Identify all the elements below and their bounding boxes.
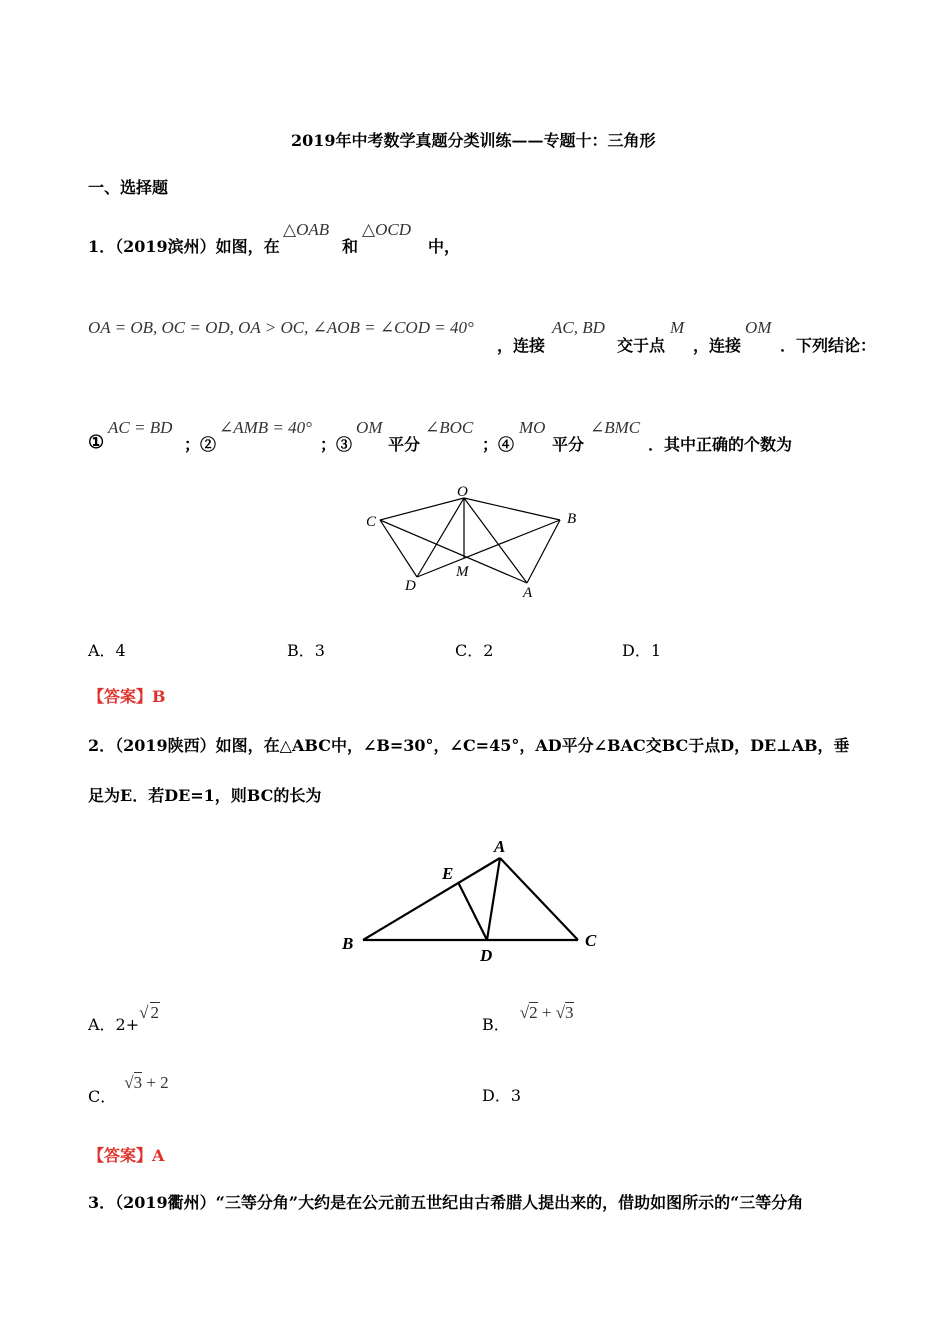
q2-option-c — [88, 1070, 169, 1106]
q2-answer — [88, 1143, 164, 1166]
q1-answer — [88, 684, 166, 707]
q1-triangle-oab: △OAB — [283, 220, 330, 239]
q1-triangle-ocd: △OCD — [362, 220, 411, 239]
q1-sep2: ；③ — [320, 435, 353, 454]
q2-label-c: C — [585, 931, 597, 950]
q2-option-b-expr: √2 + √3 — [519, 1003, 574, 1022]
q2-option-a-sqrt: √ 2 — [139, 1003, 159, 1022]
q1-connect: ，连接 — [497, 336, 546, 355]
q1-label-b: B — [567, 511, 577, 527]
q1-line1-prefix: 1．（2019滨州）如图，在 — [88, 237, 280, 256]
q1-option-c: C．2 — [455, 641, 494, 660]
q2-option-b-radicand1: 2 — [529, 1003, 538, 1022]
q1-label-o: O — [457, 484, 468, 500]
q1-figure — [360, 480, 590, 605]
q1-label-a: A — [523, 585, 533, 601]
q2-label-a: A — [494, 837, 506, 856]
q2-option-c-tail: + 2 — [142, 1073, 169, 1092]
q2-figure — [335, 830, 610, 970]
q1-c3-boc: ∠BOC — [425, 418, 474, 437]
page-title: 2019年中考数学真题分类训练——专题十：三角形 — [291, 131, 656, 150]
q2-option-a-radicand: 2 — [150, 1003, 159, 1022]
q1-c4-mo: MO — [519, 418, 546, 437]
q1-conclusions: ．下列结论： — [780, 336, 877, 355]
q1-and: 和 — [342, 237, 359, 256]
q2-option-b-prefix: B． — [482, 1015, 510, 1034]
q1-tail: ．其中正确的个数为 — [648, 435, 793, 454]
q1-option-b: B．3 — [287, 641, 325, 660]
q1-label-d: D — [405, 578, 416, 594]
q2-line1: 2．（2019陕西）如图，在△ABC中，∠B=30°，∠C=45°，AD平分∠BAC交BC于点D，DE⊥AB，垂 — [88, 736, 850, 755]
q1-om: OM — [745, 318, 772, 337]
q2-line2: 足为E．若DE=1，则BC的长为 — [88, 786, 322, 805]
q1-conditions: OA = OB, OC = OD, OA > OC, ∠AOB = ∠COD = 40° — [88, 318, 474, 337]
q1-option-a: A．4 — [88, 641, 126, 660]
q2-option-c-radicand: 3 — [133, 1073, 143, 1092]
q1-c1-mark: ① — [88, 432, 105, 453]
q2-option-b-radicand2: 3 — [565, 1003, 574, 1022]
q1-sep1: ；② — [184, 435, 217, 454]
q2-option-b — [482, 1000, 574, 1034]
q1-conclusion-2: ∠AMB = 40° — [219, 418, 312, 437]
q1-ac-bd: AC, BD — [552, 318, 605, 337]
q1-answer-tag: 【答案】 — [88, 687, 153, 706]
q2-option-a-prefix: A．2+ — [88, 1015, 140, 1034]
q1-label-c: C — [366, 514, 377, 530]
q2-option-b-plus: + — [537, 1003, 556, 1022]
q1-point-m: M — [670, 318, 685, 337]
q2-option-c-expr: √3 + 2 — [124, 1073, 169, 1092]
q1-bisect2: 平分 — [552, 435, 585, 454]
q1-option-d: D．1 — [622, 641, 662, 660]
q1-sep3: ；④ — [482, 435, 515, 454]
q2-answer-tag: 【答案】 — [88, 1146, 153, 1165]
q2-answer-value: A — [152, 1146, 165, 1165]
q2-label-b: B — [342, 934, 354, 953]
section-heading: 一、选择题 — [88, 178, 169, 197]
q1-c4-bmc: ∠BMC — [590, 418, 641, 437]
q1-connect2: ，连接 — [693, 336, 742, 355]
q3-line1: 3．（2019衢州）“三等分角”大约是在公元前五世纪由古希腊人提出来的，借助如图所示的“三等分角 — [88, 1193, 804, 1212]
q2-label-d: D — [480, 946, 493, 965]
q1-label-m: M — [456, 564, 469, 580]
q1-c3-om: OM — [356, 418, 383, 437]
q2-option-d: D．3 — [482, 1086, 522, 1105]
q2-option-c-prefix: C． — [88, 1087, 117, 1106]
q1-conclusion-1: AC = BD — [108, 418, 173, 437]
q1-meet: 交于点 — [617, 336, 666, 355]
q1-bisect: 平分 — [388, 435, 421, 454]
q1-answer-value: B — [152, 687, 166, 706]
q2-option-a — [88, 1000, 160, 1034]
q1-zhong: 中， — [428, 237, 461, 256]
q2-label-e: E — [442, 864, 454, 883]
